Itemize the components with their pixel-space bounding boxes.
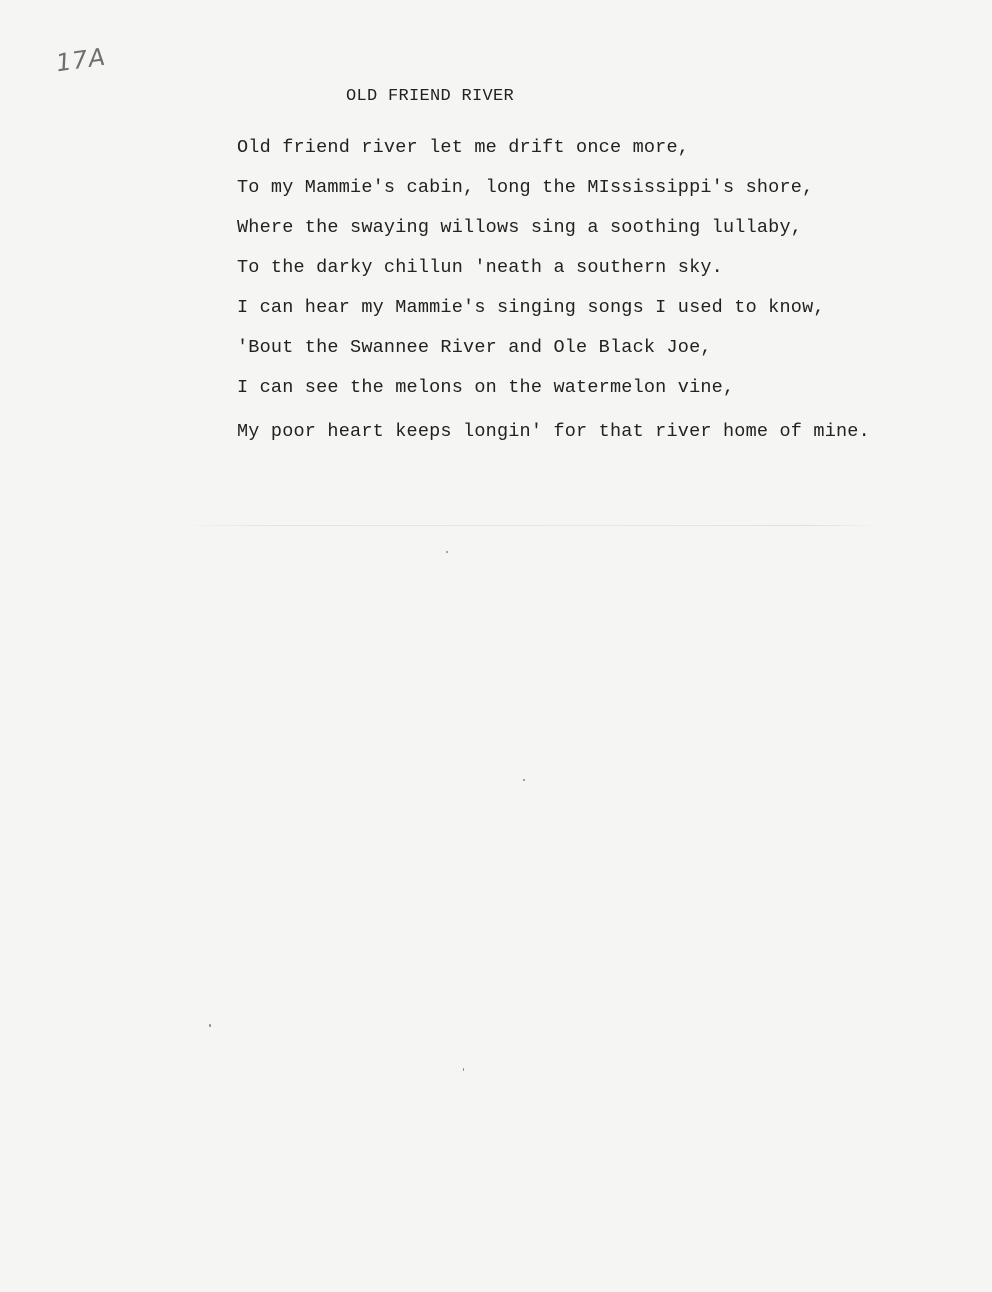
poem-line-8: My poor heart keeps longin' for that river home of mine. [237, 421, 870, 442]
handwritten-page-number: 17A [54, 42, 108, 78]
poem-title: OLD FRIEND RIVER [346, 87, 515, 106]
poem-line-4: To the darky chillun 'neath a southern sky. [237, 257, 723, 278]
poem-line-2: To my Mammie's cabin, long the MIssissippi's shore, [237, 177, 814, 198]
paper-speck [446, 551, 448, 553]
poem-body [237, 128, 870, 452]
poem-line-5: I can hear my Mammie's singing songs I used to know, [237, 297, 825, 318]
paper-speck [463, 1068, 464, 1071]
poem-line-3: Where the swaying willows sing a soothing lullaby, [237, 217, 803, 238]
paper-fold-line [175, 525, 880, 526]
poem-line-6: 'Bout the Swannee River and Ole Black Joe, [237, 337, 712, 358]
paper-speck [523, 779, 525, 781]
poem-line-7: I can see the melons on the watermelon vine, [237, 377, 735, 398]
paper-speck [209, 1024, 211, 1027]
poem-line-1: Old friend river let me drift once more, [237, 137, 690, 158]
